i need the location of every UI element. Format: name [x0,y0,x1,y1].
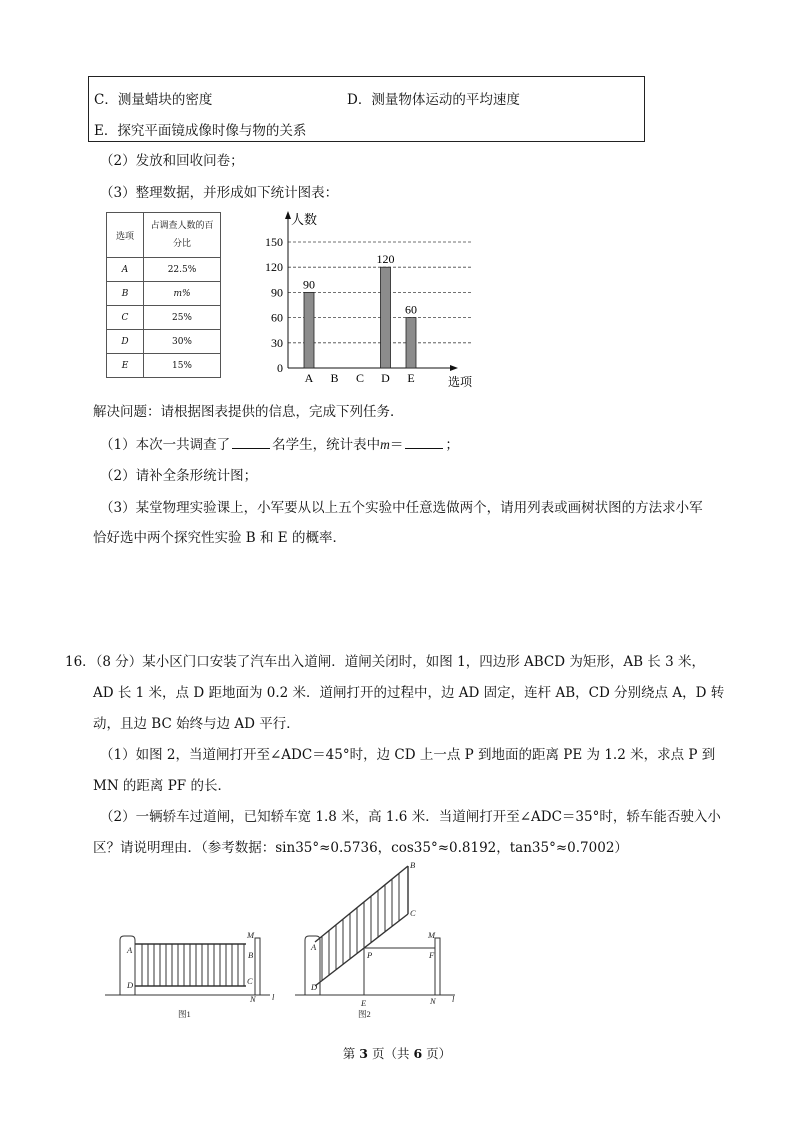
data-label: 120 [376,252,395,267]
fig2-label-m: M [428,930,436,940]
row-pct: 30% [144,330,221,354]
table-header-percentage [144,213,221,258]
fig2-label-a: A [311,942,317,952]
table-row [107,258,221,282]
data-label: 60 [405,302,417,317]
problem16-sub1-line1: （1）如图 2，当道闸打开至∠ADC＝45°时，边 CD 上一点 P 到地面的距离 PE 为 1.2 米，求点 P 到 [100,747,716,763]
y-tick-label: 60 [271,310,283,325]
fig2-label-l: l [452,994,455,1004]
step-2: （2）发放和回收问卷； [100,153,244,169]
row-pct: 25% [144,306,221,330]
answer-blank-total[interactable] [232,434,270,449]
table-row [107,282,221,306]
row-option: E [107,354,144,378]
fig1-label-d: D [127,980,134,990]
row-option: D [107,330,144,354]
y-tick-label: 0 [277,361,283,375]
fig2-label-b: B [410,862,416,870]
footer-page-number: 3 [359,1046,368,1061]
table-header-option: 选项 [107,213,144,258]
y-tick-label: 120 [265,260,283,275]
y-axis-label: 人数 [291,212,318,227]
q1-part-a: （1）本次一共调查了 [100,437,231,453]
footer-total-pages: 6 [413,1046,423,1061]
row-option: C [107,306,144,330]
stats-table [106,212,221,378]
page-footer [0,1044,794,1062]
fig2-label-p: P [367,950,373,960]
fig1-label-n: N [250,994,256,1004]
option-c: C．测量蜡块的密度 [94,92,213,108]
bar-D [381,267,391,368]
option-d: D．测量物体运动的平均速度 [347,92,520,108]
gate-figures [100,862,470,1024]
footer-post: 页） [426,1046,452,1061]
y-tick-label: 90 [271,285,283,300]
fig2-label-f: F [429,950,435,960]
question-3-line2: 恰好选中两个探究性实验 B 和 E 的概率． [93,530,346,546]
row-option: A [107,258,144,282]
option-e: E．探究平面镜成像时像与物的关系 [94,123,307,139]
problem16-line1: 16．（8 分）某小区门口安装了汽车出入道闸．道闸关闭时，如图 1，四边形 ABCD 为矩形，AB 长 3 米， [65,654,705,670]
gate-bar-ab [315,866,408,942]
row-option: B [107,282,144,306]
question-1 [100,434,459,455]
fig1-label-a: A [127,945,133,955]
footer-pre: 第 [342,1046,356,1061]
problem16-line3: 动，且边 BC 始终与边 AD 平行． [93,716,300,732]
step-3: （3）整理数据，并形成如下统计图表： [100,185,339,201]
gate-bars [142,944,244,986]
table-row [107,306,221,330]
y-tick-label: 30 [271,335,283,350]
table-row [107,330,221,354]
options-box [88,76,645,142]
x-axis-label: 选项 [448,375,472,389]
fig1-label-b: B [248,950,254,960]
row-pct: 22.5% [144,258,221,282]
q1-part-b: 名学生，统计表中 [272,437,381,453]
gate-post-right-2 [435,938,440,995]
fig2-caption: 图2 [358,1009,371,1019]
q1-part-c: ＝ [389,437,404,453]
header-pct-line1: 占调查人数的百 [150,221,214,231]
row-pct: m% [144,282,221,306]
question-3-line1: （3）某堂物理实验课上，小军要从以上五个实验中任意选做两个，请用列表或画树状图的方法求小军 [100,500,703,516]
bar-E [406,318,416,368]
fig1-label-c: C [247,976,253,986]
x-tick-label: D [381,371,390,385]
x-tick-label: C [355,371,365,385]
fig2-label-n: N [430,996,436,1006]
fig1-label-m: M [247,930,255,940]
fig1-caption: 图1 [178,1009,191,1019]
gate-post-right [255,938,260,995]
header-pct-line2: 分比 [172,239,191,249]
x-tick-label: B [330,371,339,385]
row-pct: 15% [144,354,221,378]
data-label: 90 [303,277,315,292]
solve-intro: 解决问题：请根据图表提供的信息，完成下列任务． [93,404,404,420]
bar-A [304,292,314,368]
y-tick-label: 150 [265,235,283,249]
fig1-label-l: l [272,992,275,1002]
q1-part-d: ； [445,437,459,453]
fig2-label-c: C [410,908,416,918]
problem16-sub1-line2: MN 的距离 PF 的长． [93,778,231,794]
bar-chart [252,208,472,390]
problem16-sub2-line2: 区？请说明理由．（参考数据：sin35°≈0.5736，cos35°≈0.8192，tan35°≈0.7002） [93,840,628,856]
q1-variable-m: m [380,437,390,452]
fig2-label-d: D [311,982,318,992]
problem16-line2: AD 长 1 米，点 D 距地面为 0.2 米．道闸打开的过程中，边 AD 固定，连杆 AB，CD 分别绕点 A，D 转 [93,685,725,701]
question-2: （2）请补全条形统计图； [100,468,258,484]
fig2-label-e: E [361,998,367,1008]
footer-mid: 页（共 [371,1046,410,1061]
x-tick-label: E [407,371,415,385]
x-axis-arrow [450,365,458,371]
problem16-sub2-line1: （2）一辆轿车过道闸，已知轿车宽 1.8 米，高 1.6 米．当道闸打开至∠ADC＝35°时，轿车能否驶入小 [100,809,721,825]
table-row [107,354,221,378]
x-tick-label: A [304,371,314,385]
answer-blank-m[interactable] [405,434,443,449]
